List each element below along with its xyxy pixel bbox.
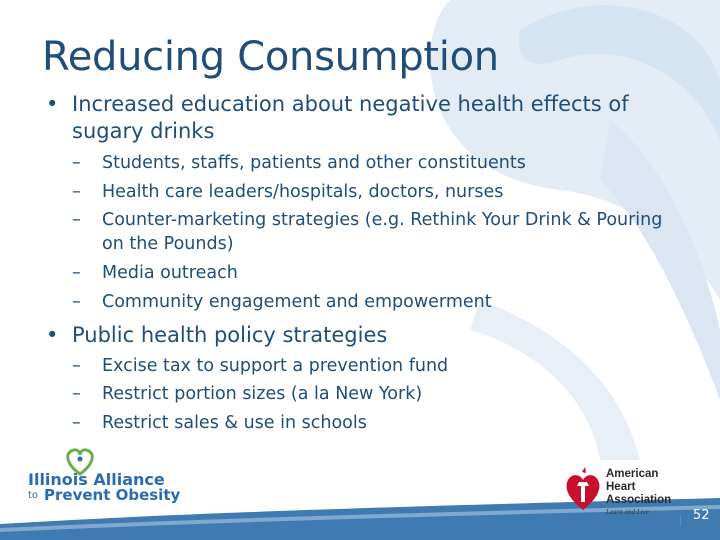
bullet-text: Restrict portion sizes (a la New York) bbox=[102, 384, 423, 404]
dash-marker: – bbox=[72, 153, 81, 173]
iapo-line1: Illinois Alliance bbox=[28, 470, 165, 489]
aha-line3: Association bbox=[606, 494, 672, 506]
bullet-text: Health care leaders/hospitals, doctors, nurses bbox=[102, 182, 504, 202]
bullet-level2-community bbox=[72, 290, 682, 314]
dash-marker: – bbox=[72, 292, 81, 312]
heart-torch-icon bbox=[564, 466, 602, 512]
bullet-level2-counter-marketing bbox=[72, 208, 682, 256]
bullet-text: Counter-marketing strategies (e.g. Rethink Your Drink & Pouring on the Pounds) bbox=[102, 210, 663, 254]
illinois-alliance-logo bbox=[24, 446, 181, 508]
bullet-text: Media outreach bbox=[102, 263, 238, 283]
page-number: 52 bbox=[693, 508, 710, 523]
aha-tagline: Learn and Live bbox=[606, 508, 649, 516]
bullet-level2-schools bbox=[72, 411, 682, 435]
aha-line2: Heart bbox=[606, 481, 636, 493]
aha-line1: American bbox=[606, 468, 659, 480]
bullet-text: Increased education about negative health effects of sugary drinks bbox=[72, 92, 629, 143]
dash-marker: – bbox=[72, 210, 81, 230]
bullet-marker: • bbox=[46, 323, 59, 347]
slide-title: Reducing Consumption bbox=[42, 34, 499, 80]
bullet-text: Restrict sales & use in schools bbox=[102, 413, 367, 433]
bullet-level2-students bbox=[72, 151, 682, 175]
dash-marker: – bbox=[72, 356, 81, 376]
bullet-text: Students, staffs, patients and other constituents bbox=[102, 153, 526, 173]
dash-marker: – bbox=[72, 182, 81, 202]
aha-wordmark bbox=[606, 468, 671, 507]
dash-marker: – bbox=[72, 413, 81, 433]
bullet-level1-education bbox=[46, 91, 666, 145]
bullet-text: Public health policy strategies bbox=[72, 323, 388, 347]
american-heart-association-logo bbox=[562, 464, 692, 524]
footer-separator bbox=[680, 515, 681, 526]
bullet-level2-media bbox=[72, 261, 682, 285]
bullet-level2-health-care bbox=[72, 180, 682, 204]
dash-marker: – bbox=[72, 384, 81, 404]
bullet-marker: • bbox=[46, 92, 59, 116]
iapo-to: to bbox=[28, 490, 39, 501]
bullet-level2-excise-tax bbox=[72, 354, 682, 378]
bullet-level1-policy bbox=[46, 322, 666, 349]
bullet-text: Excise tax to support a prevention fund bbox=[102, 356, 449, 376]
dash-marker: – bbox=[72, 263, 81, 283]
bullet-level2-portion-sizes bbox=[72, 382, 682, 406]
bullet-text: Community engagement and empowerment bbox=[102, 292, 492, 312]
iapo-line2: Prevent Obesity bbox=[44, 486, 181, 504]
